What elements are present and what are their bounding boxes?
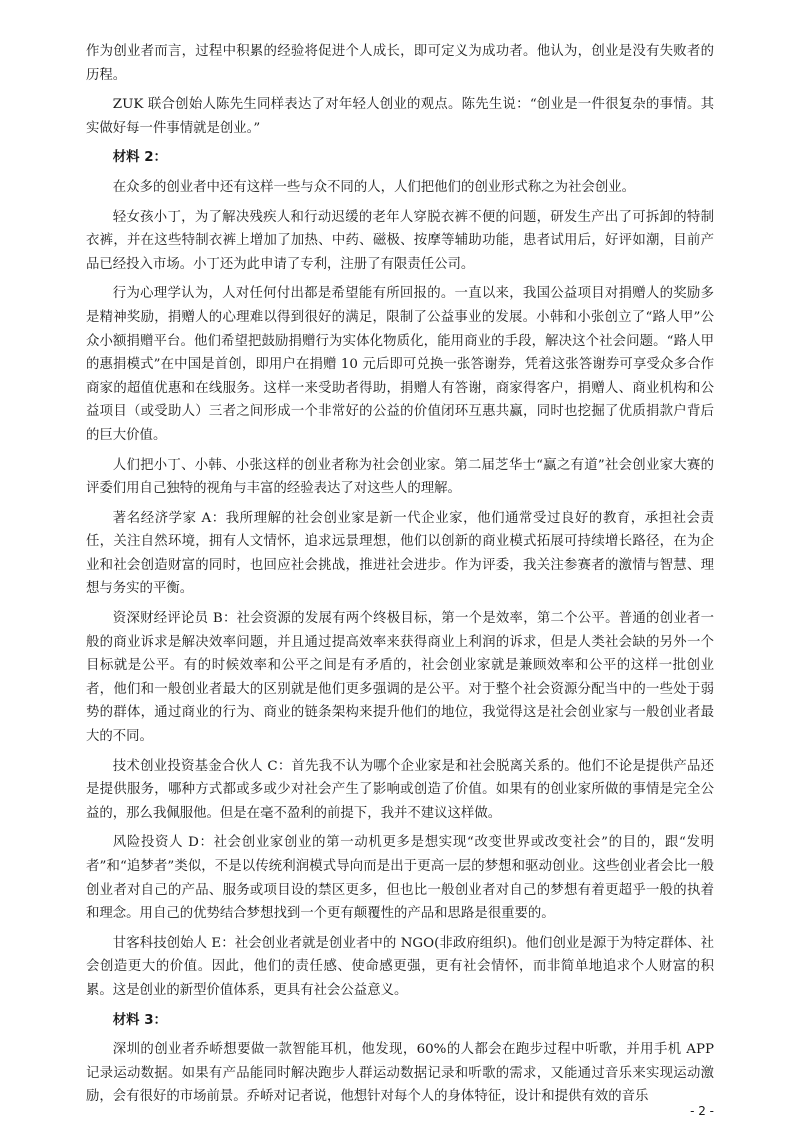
paragraph: 人们把小丁、小韩、小张这样的创业者称为社会创业家。第二届芝华士“赢之有道”社会创业家大赛的评委们用自己独特的视角与丰富的经验表达了对这些人的理解。 xyxy=(86,457,714,497)
paragraph: 技术创业投资基金合伙人 C：首先我不认为哪个企业家是和社会脱离关系的。他们不论是提供产品还是提供服务，哪种方式都或多或少对社会产生了影响或创造了价值。如果有的创业家所做的事情是完全公益的，那么我佩服他。但是在毫不盈利的前提下，我并不建议这样做。 xyxy=(86,758,714,821)
paragraph: 轻女孩小丁，为了解决残疾人和行动迟缓的老年人穿脱衣裤不便的问题，研发生产出了可拆卸的特制衣裤，并在这些特制衣裤上增加了加热、中药、磁极、按摩等辅助功能，患者试用后，好评如潮，目前产品已经投入市场。小丁还为此申请了专利，注册了有限责任公司。 xyxy=(86,209,714,272)
paragraph: 资深财经评论员 B：社会资源的发展有两个终极目标，第一个是效率，第二个公平。普通的创业者一般的商业诉求是解决效率问题，并且通过提高效率来获得商业上利润的诉求，但是人类社会缺的另外一个目标就是公平。有的时候效率和公平之间是有矛盾的，社会创业家就是兼顾效率和公平的这样一批创业者，他们和一般创业者最大的区别就是他们更多强调的是公平。对于整个社会资源分配当中的一些处于弱势的群体，通过商业的行为、商业的链条架构来提升他们的地位，我觉得这是社会创业家与一般创业者最大的不同。 xyxy=(86,611,714,745)
paragraph: 深圳的创业者乔峤想要做一款智能耳机，他发现，60%的人都会在跑步过程中听歌，并用手机 APP 记录运动数据。如果有产品能同时解决跑步人群运动数据记录和听歌的需求，又能通过音乐来实现运动激励，会有很好的市场前景。乔峤对记者说，他想针对每个人的身体特征，设计和提供有效的音乐 xyxy=(86,1042,714,1105)
section-heading: 材料 2： xyxy=(112,150,167,166)
paragraph: 甘客科技创始人 E：社会创业者就是创业者中的 NGO(非政府组织)。他们创业是源于为特定群体、社会创造更大的价值。因此，他们的责任感、使命感更强，更有社会情怀，而非简单地追求个人财富的积累。这是创业的新型价值体系，更具有社会公益意义。 xyxy=(86,935,714,998)
paragraph: 风险投资人 D：社会创业家创业的第一动机更多是想实现“改变世界或改变社会”的目的，跟“发明者”和“追梦者”类似，不是以传统利润模式导向而是出于更高一层的梦想和驱动创业。这些创业者会比一般创业者对自己的产品、服务或项目设的禁区更多，但也比一般创业者对自己的梦想有着更超乎一般的执着和理念。用自己的优势结合梦想找到一个更有颠覆性的产品和思路是很重要的。 xyxy=(86,835,714,922)
page-number: - 2 - xyxy=(690,1104,714,1118)
section-heading: 材料 3： xyxy=(112,1012,167,1028)
paragraph: 行为心理学认为，人对任何付出都是希望能有所回报的。一直以来，我国公益项目对捐赠人的奖励多是精神奖励，捐赠人的心理难以得到很好的满足，限制了公益事业的发展。小韩和小张创立了“路人甲”公众小额捐赠平台。他们希望把鼓励捐赠行为实体化物质化，能用商业的手段，解决这个社会问题。“路人甲的惠捐模式”在中国是首创，即用户在捐赠 10 元后即可兑换一张答谢券，凭着这张答谢券可享受众多合作商家的超值优惠和在线服务。这样一来受助者得助，捐赠人有答谢，商家得客户，捐赠人、商业机构和公益项目（或受助人）三者之间形成一个非常好的公益的价值闭环互惠共赢，同时也挖掘了优质捐款户背后的巨大价值。 xyxy=(86,286,714,443)
paragraph: 作为创业者而言，过程中积累的经验将促进个人成长，即可定义为成功者。他认为，创业是没有失败者的历程。 xyxy=(86,44,714,83)
document-body xyxy=(86,40,714,1109)
paragraph: 著名经济学家 A：我所理解的社会创业家是新一代企业家，他们通常受过良好的教育，承担社会责任，关注自然环境，拥有人文情怀，追求远景理想，他们以创新的商业模式拓展可持续增长路径，在为企业和社会创造财富的同时，也回应社会挑战，推进社会进步。作为评委，我关注参赛者的激情与智慧、理想与务实的平衡。 xyxy=(86,510,714,597)
paragraph: ZUK 联合创始人陈先生同样表达了对年轻人创业的观点。陈先生说：“创业是一件很复杂的事情。其实做好每一件事情就是创业。” xyxy=(86,97,714,136)
paragraph: 在众多的创业者中还有这样一些与众不同的人，人们把他们的创业形式称之为社会创业。 xyxy=(112,179,636,195)
